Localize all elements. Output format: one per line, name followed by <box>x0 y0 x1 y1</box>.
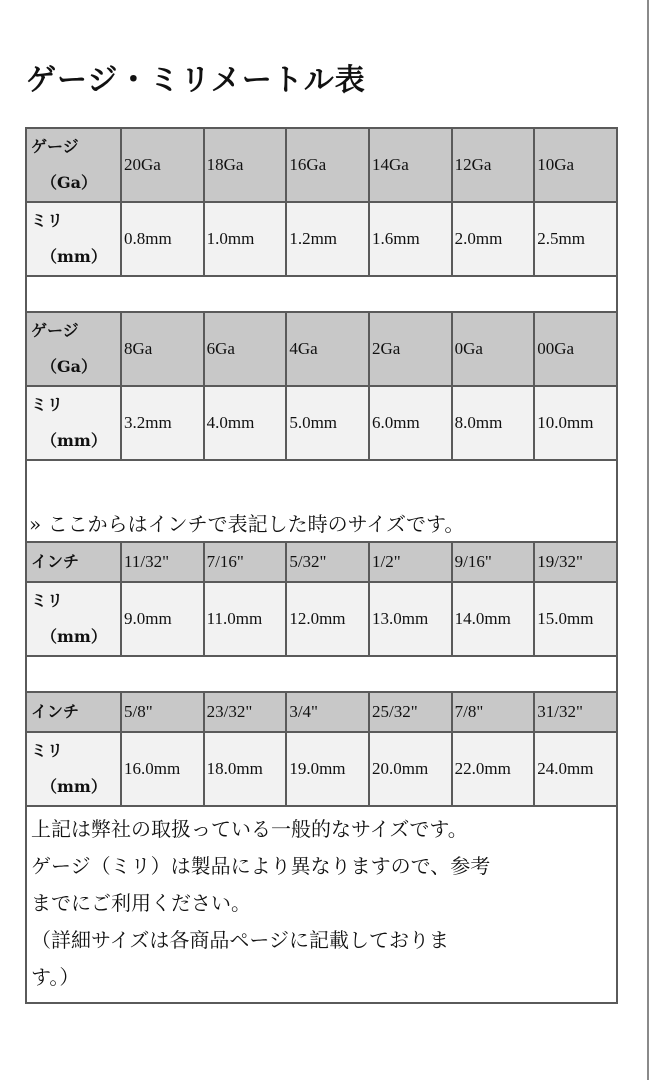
page-edge-divider <box>647 0 649 1080</box>
mm-cell: 11.0mm <box>204 582 287 656</box>
mm-cell: 1.0mm <box>204 202 287 276</box>
mm-cell: 24.0mm <box>534 732 617 806</box>
page-title: ゲージ・ミリメートル表 <box>26 63 366 98</box>
mm-cell: 5.0mm <box>286 386 369 460</box>
mm-cell: 3.2mm <box>121 386 204 460</box>
inch-label-cell: インチ <box>26 542 121 582</box>
mm-label-cell: ミリ （mm） <box>26 202 121 276</box>
inch-cell: 11/32" <box>121 542 204 582</box>
inch-cell: 5/32" <box>286 542 369 582</box>
footer-note <box>26 806 617 1003</box>
inch-cell: 7/16" <box>204 542 287 582</box>
gauge-label-cell: ゲージ （Ga） <box>26 128 121 202</box>
mm-label-cell: ミリ （mm） <box>26 386 121 460</box>
gauge-row-2 <box>26 312 617 386</box>
inch-cell: 1/2" <box>369 542 452 582</box>
mm-row-3 <box>26 582 617 656</box>
footer-line: までにご利用ください。 <box>31 891 251 915</box>
mm-row-4 <box>26 732 617 806</box>
mm-cell: 0.8mm <box>121 202 204 276</box>
spacer-row <box>26 276 617 312</box>
mm-cell: 9.0mm <box>121 582 204 656</box>
inch-row-1 <box>26 542 617 582</box>
gauge-cell: 18Ga <box>204 128 287 202</box>
inch-label-cell: インチ <box>26 692 121 732</box>
gauge-cell: 16Ga <box>286 128 369 202</box>
mm-cell: 4.0mm <box>204 386 287 460</box>
inch-row-2 <box>26 692 617 732</box>
gauge-cell: 8Ga <box>121 312 204 386</box>
gauge-cell: 00Ga <box>534 312 617 386</box>
mm-cell: 15.0mm <box>534 582 617 656</box>
mm-cell: 1.2mm <box>286 202 369 276</box>
inch-cell: 19/32" <box>534 542 617 582</box>
mm-cell: 14.0mm <box>452 582 535 656</box>
mm-cell: 16.0mm <box>121 732 204 806</box>
mm-cell: 18.0mm <box>204 732 287 806</box>
mm-cell: 6.0mm <box>369 386 452 460</box>
inch-cell: 5/8" <box>121 692 204 732</box>
mm-label-cell: ミリ （mm） <box>26 732 121 806</box>
mm-cell: 12.0mm <box>286 582 369 656</box>
gauge-cell: 20Ga <box>121 128 204 202</box>
footer-line: す。） <box>31 965 80 989</box>
footer-line: （詳細サイズは各商品ページに記載しておりま <box>31 928 449 952</box>
gauge-cell: 12Ga <box>452 128 535 202</box>
inch-cell: 3/4" <box>286 692 369 732</box>
gauge-row-1 <box>26 128 617 202</box>
inch-note-row <box>26 460 617 542</box>
mm-cell: 13.0mm <box>369 582 452 656</box>
mm-cell: 2.0mm <box>452 202 535 276</box>
mm-cell: 2.5mm <box>534 202 617 276</box>
spacer-row <box>26 656 617 692</box>
gauge-cell: 4Ga <box>286 312 369 386</box>
mm-cell: 20.0mm <box>369 732 452 806</box>
gauge-cell: 0Ga <box>452 312 535 386</box>
mm-row-2 <box>26 386 617 460</box>
inch-cell: 9/16" <box>452 542 535 582</box>
footer-line: 上記は弊社の取扱っている一般的なサイズです。 <box>31 817 468 841</box>
mm-label-cell: ミリ （mm） <box>26 582 121 656</box>
mm-cell: 10.0mm <box>534 386 617 460</box>
mm-row-1 <box>26 202 617 276</box>
mm-cell: 19.0mm <box>286 732 369 806</box>
mm-cell: 8.0mm <box>452 386 535 460</box>
gauge-cell: 14Ga <box>369 128 452 202</box>
gauge-cell: 2Ga <box>369 312 452 386</box>
mm-cell: 22.0mm <box>452 732 535 806</box>
gauge-cell: 6Ga <box>204 312 287 386</box>
gauge-cell: 10Ga <box>534 128 617 202</box>
inch-cell: 31/32" <box>534 692 617 732</box>
inch-note: » ここからはインチで表記した時のサイズです。 <box>26 460 617 542</box>
inch-cell: 7/8" <box>452 692 535 732</box>
footer-row <box>26 806 617 1003</box>
gauge-label-cell: ゲージ （Ga） <box>26 312 121 386</box>
mm-cell: 1.6mm <box>369 202 452 276</box>
inch-cell: 23/32" <box>204 692 287 732</box>
footer-line: ゲージ（ミリ）は製品により異なりますので、参考 <box>31 854 491 878</box>
gauge-mm-table <box>25 127 618 1004</box>
inch-cell: 25/32" <box>369 692 452 732</box>
